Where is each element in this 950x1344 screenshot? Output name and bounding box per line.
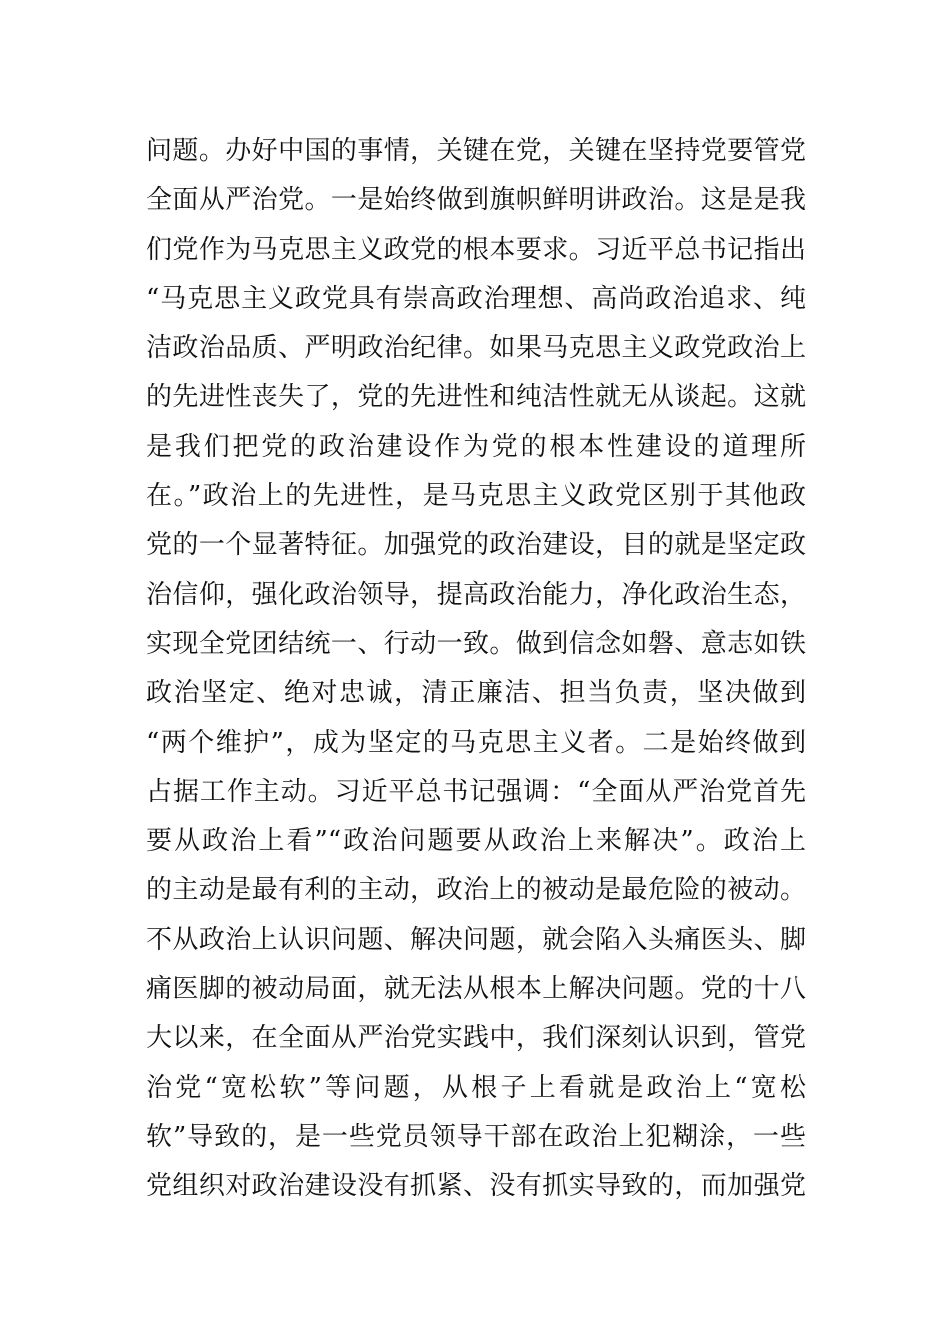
body-text	[146, 127, 806, 1212]
text-line: 在。”政治上的先进性，是马克思主义政党区别于其他政	[146, 481, 806, 512]
text-line: 软”导致的，是一些党员领导干部在政治上犯糊涂，一些	[146, 1121, 806, 1152]
text-line: 的主动是最有利的主动，政治上的被动是最危险的被动。	[146, 875, 806, 906]
text-line: 党组织对政治建设没有抓紧、没有抓实导致的，而加强党	[146, 1171, 806, 1202]
text-line: 洁政治品质、严明政治纪律。如果马克思主义政党政治上	[146, 333, 806, 364]
text-line: 大以来，在全面从严治党实践中，我们深刻认识到，管党	[146, 1023, 806, 1054]
text-line: 实现全党团结统一、行动一致。做到信念如磐、意志如铁	[146, 628, 806, 659]
text-line: 们党作为马克思主义政党的根本要求。习近平总书记指出	[146, 234, 806, 265]
text-line: 不从政治上认识问题、解决问题，就会陷入头痛医头、脚	[146, 924, 806, 955]
text-line: 问题。办好中国的事情，关键在党，关键在坚持党要管党	[146, 136, 806, 166]
text-line: 要从政治上看”“政治问题要从政治上来解决”。政治上	[146, 826, 806, 857]
text-line: 的先进性丧失了，党的先进性和纯洁性就无从谈起。这就	[146, 382, 806, 413]
text-line: 全面从严治党。一是始终做到旗帜鲜明讲政治。这是是我	[146, 185, 806, 216]
text-line: 政治坚定、绝对忠诚，清正廉洁、担当负责，坚决做到	[146, 678, 806, 709]
text-line: 占据工作主动。习近平总书记强调：“全面从严治党首先	[146, 776, 806, 807]
text-line: “两个维护”，成为坚定的马克思主义者。二是始终做到	[146, 727, 806, 758]
text-line: 党的一个显著特征。加强党的政治建设，目的就是坚定政	[146, 530, 806, 561]
text-line: 是我们把党的政治建设作为党的根本性建设的道理所	[146, 431, 806, 462]
text-line: 治信仰，强化政治领导，提高政治能力，净化政治生态，	[146, 579, 806, 610]
text-line: 治党“宽松软”等问题，从根子上看就是政治上“宽松	[146, 1072, 806, 1103]
text-line: 痛医脚的被动局面，就无法从根本上解决问题。党的十八	[146, 974, 806, 1005]
text-line: “马克思主义政党具有崇高政治理想、高尚政治追求、纯	[146, 283, 806, 314]
